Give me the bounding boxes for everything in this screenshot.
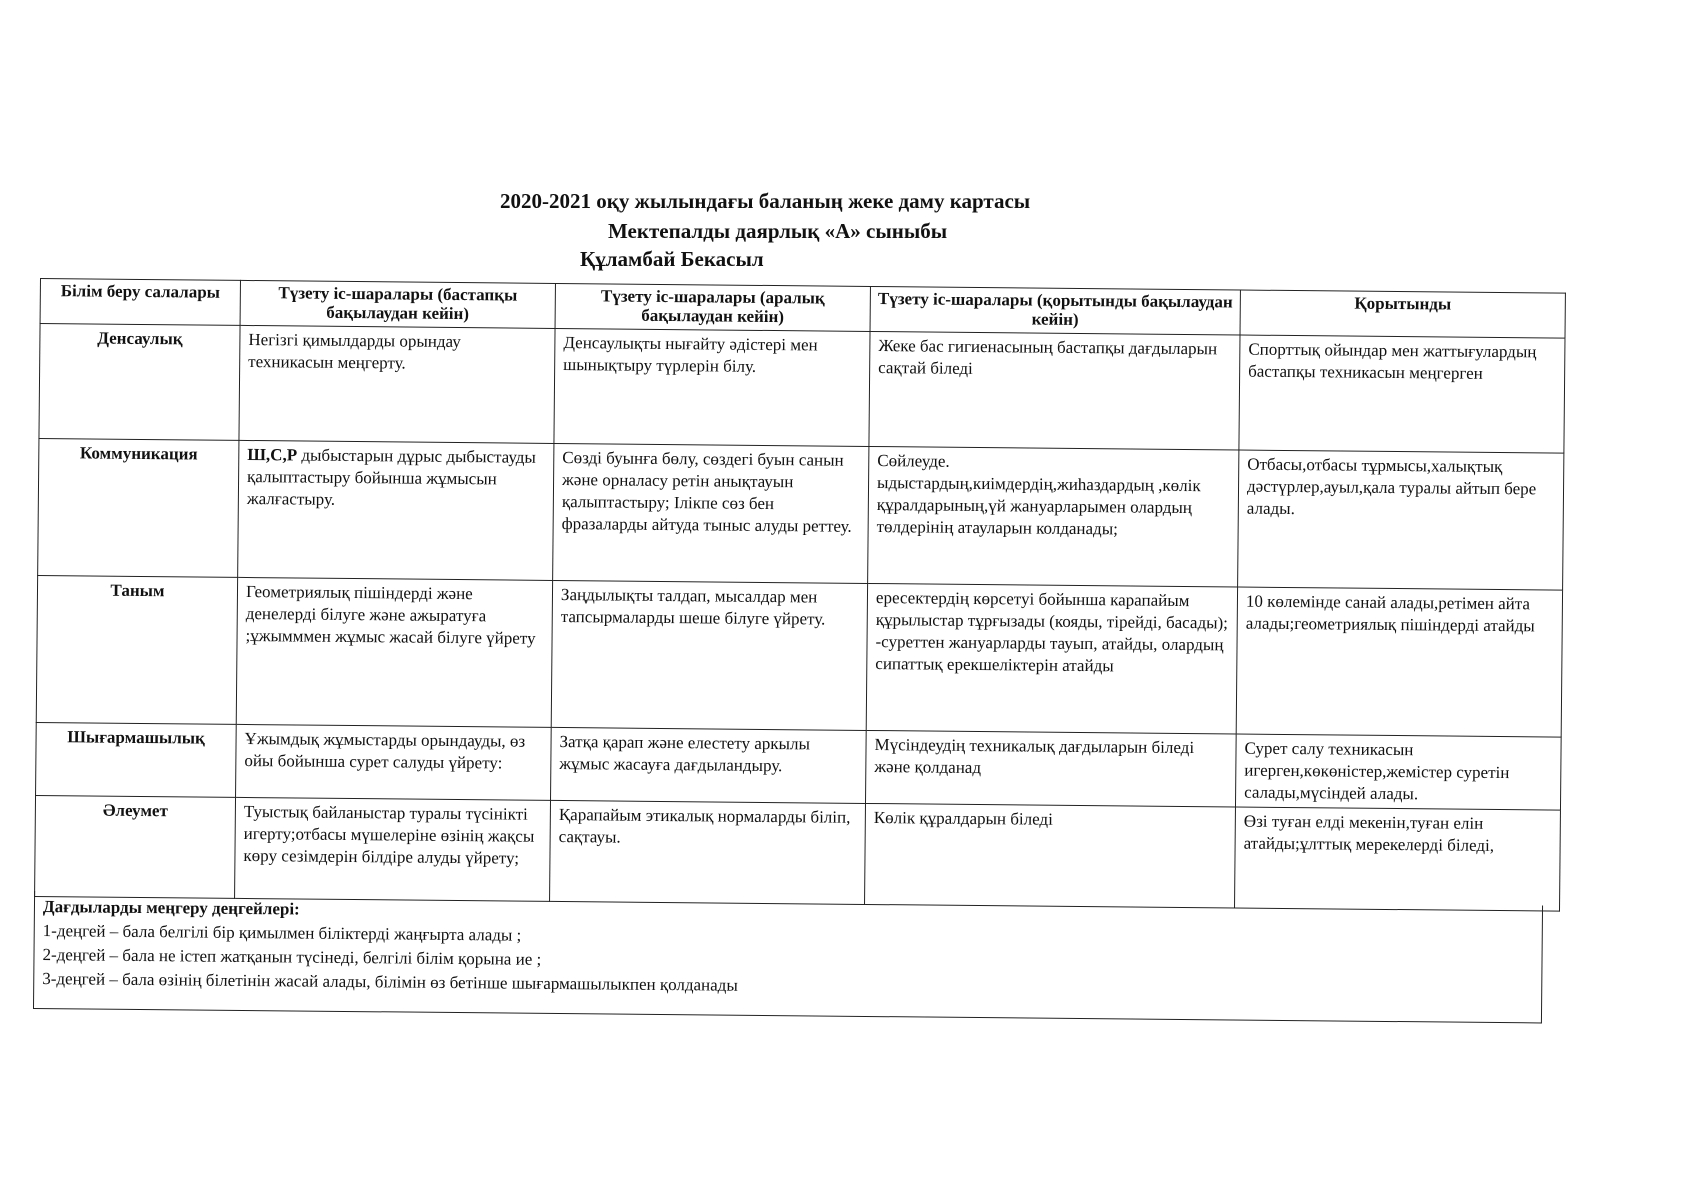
legend-level-3: 3-деңгей – бала өзінің білетінін жасай алады, білімін өз бетінше шығармашылыкпен қолданады: [42, 969, 738, 995]
initial-text: дыбыстарын дұрыс дыбыстауды қалыптастыру бойынша жұмысын жалғастыру.: [246, 445, 537, 509]
final-cell: Мүсіндеудің техникалық дағдыларын біледі және қолданад: [865, 730, 1236, 807]
intermediate-cell: Қарапайым этикалық нормаларды біліп, сақтауы.: [550, 800, 866, 904]
initial-cell: [238, 440, 554, 580]
final-cell: Сөйлеуде. ыдыстардың,киімдердің,жиһаздардың ,көлік құралдарының,үй жануарларымен олардың төлдерінің атауларын колданады;: [868, 446, 1239, 587]
result-cell: Отбасы,отбасы тұрмысы,халықтық дәстүрлер,ауыл,қала туралы айтып бере алады.: [1238, 450, 1564, 590]
document-title: 2020-2021 оқу жылындағы баланың жеке даму картасы: [500, 189, 1031, 213]
class-name: Мектепалды даярлық «А» сыныбы: [608, 219, 948, 243]
result-cell: 10 көлемінде санай алады,ретімен айта алады;геометриялық пішіндерді атайды: [1236, 587, 1562, 737]
intermediate-cell: Затқа қарап және елестету аркылы жұмыс жасауға дағдыландыру.: [551, 727, 867, 803]
result-cell: Спорттық ойындар мен жаттығулардың бастапқы техникасын меңгерген: [1239, 335, 1565, 453]
table-row: [39, 324, 1565, 454]
result-cell: Өзі туған елді мекенін,туған елін атайды;ұлттық мерекелерді біледі,: [1235, 807, 1561, 911]
column-header: Түзету іс-шаралары (бастапқы бақылаудан кейін): [240, 280, 555, 328]
final-cell: ересектердің көрсетуі бойынша карапайым құрылыстар тұрғызады (кояды, тірейді, басады); -суреттен жануарларды тауып, атайды, олардың сипаттық ерекшеліктерін атайды: [866, 583, 1237, 734]
initial-cell: Туыстық байланыстар туралы түсінікті игерту;отбасы мүшелеріне өзінің жақсы көру сезімдерін білдіре алуды үйрету;: [235, 797, 551, 901]
table-row: [36, 575, 1562, 737]
intermediate-cell: Сөзді буынға бөлу, сөздегі буын санын және орналасу ретін анықтауын қалыптастыру; Ілікпе сөз бен фразаларды айтуда тыныс алуды реттеу.: [553, 443, 869, 583]
intermediate-cell: Денсаулықты нығайту әдістері мен шынықтыру түрлерін білу.: [554, 328, 870, 446]
legend-level-1: 1-деңгей – бала белгілі бір қимылмен біліктерді жаңғырта алады ;: [42, 921, 522, 945]
development-table: [34, 278, 1566, 912]
sounds-label: Ш,С,Р: [247, 444, 298, 465]
student-name: Құламбай Бекасыл: [580, 247, 764, 271]
initial-cell: Негізгі қимылдарды орындау техникасын меңгерту.: [239, 325, 555, 443]
skill-levels-legend: [33, 891, 1543, 1023]
column-header: Түзету іс-шаралары (аралық бақылаудан кейін): [555, 283, 870, 331]
column-header: Қорытынды: [1240, 290, 1565, 338]
area-cell: Денсаулық: [39, 324, 240, 441]
area-cell: Шығармашылық: [36, 722, 237, 797]
final-cell: Жеке бас гигиенасының бастапқы дағдыларын сақтай біледі: [869, 331, 1240, 450]
column-header: Білім беру салалары: [40, 279, 240, 326]
column-header: Түзету іс-шаралары (қорытынды бақылаудан кейін): [870, 286, 1240, 335]
area-cell: Коммуникация: [38, 438, 239, 577]
intermediate-cell: Заңдылықты талдап, мысалдар мен тапсырмаларды шеше білуге үйрету.: [551, 580, 867, 730]
development-card: [33, 278, 1568, 1003]
table-row: [38, 438, 1564, 590]
area-cell: Әлеумет: [35, 795, 236, 898]
initial-cell: Геометриялық пішіндерді және денелерді білуге және ажыратуға ;ұжымммен жұмыс жасай білуге үйрету: [236, 577, 552, 727]
area-cell: Таным: [36, 575, 237, 724]
legend-title: Дағдыларды меңгеру деңгейлері:: [42, 897, 300, 919]
legend-level-2: 2-деңгей – бала не істеп жатқанын түсінеді, белгілі білім қорына ие ;: [42, 945, 542, 969]
initial-cell: Ұжымдық жұмыстарды орындауды, өз ойы бойынша сурет салуды үйрету:: [236, 724, 552, 800]
final-cell: Көлік құралдарын біледі: [865, 803, 1236, 908]
result-cell: Сурет салу техникасын игерген,көкөністер,жемістер суретін салады,мүсіндей алады.: [1235, 734, 1561, 810]
